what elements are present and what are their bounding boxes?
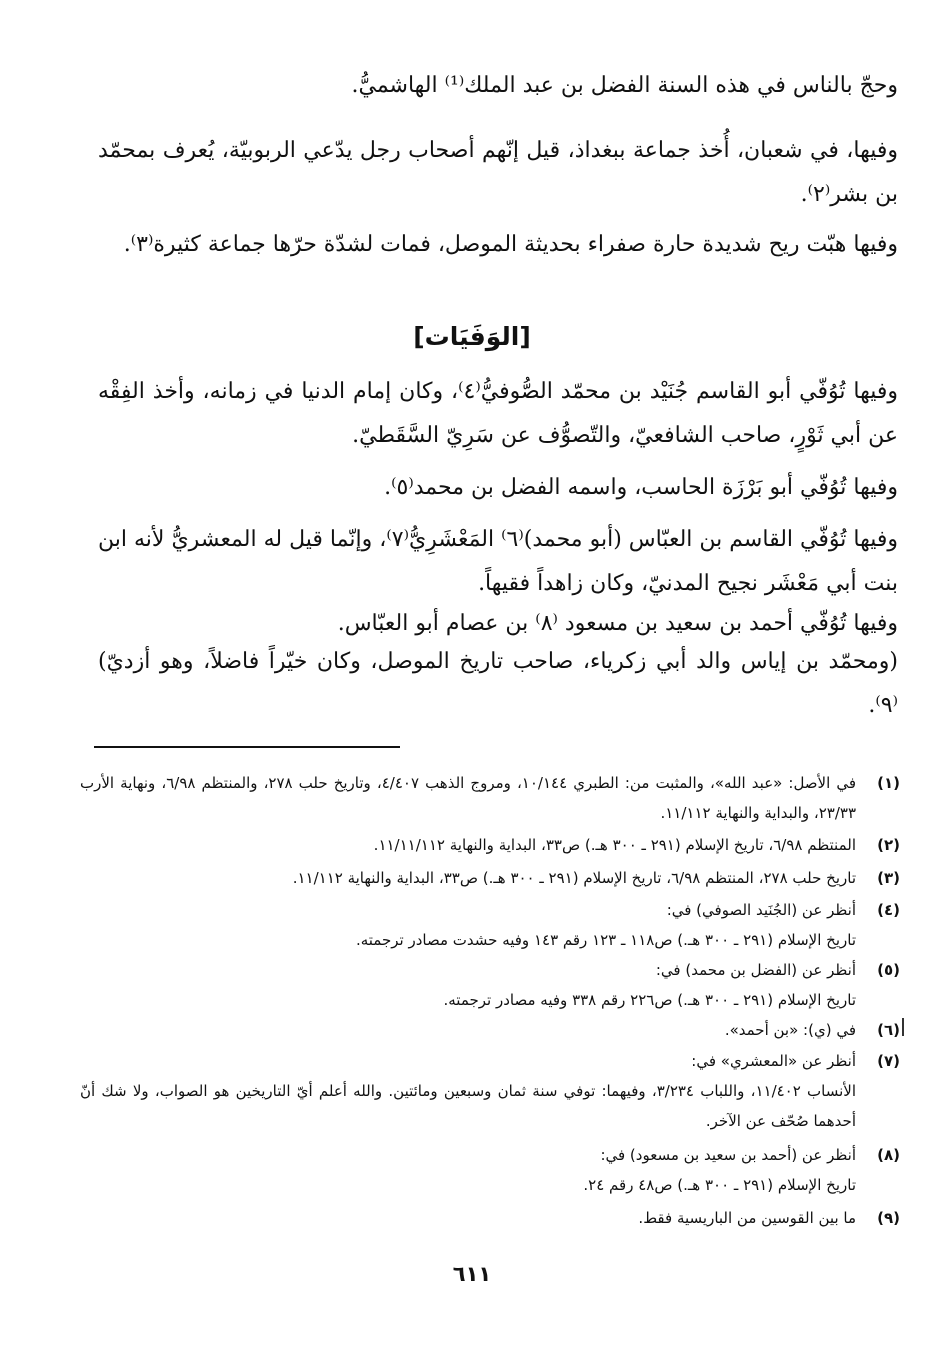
paragraph-junayd: وفيها تُوُفّي أبو القاسم جُنَيْد بن محمّد الصُّوفيُّ⁽٤⁾، وكان إمام الدنيا في زمانه، وأخذ الفِقْه عن أبي ثَوْرٍ، صاحب الشافعيّ، والتّصوُّف عن سَرِيّ السَّقَطيّ. [98,379,898,448]
paragraph-ahmad-ibn-said: وفيها تُوُفّي أحمد بن سعيد بن مسعود ⁽٨⁾ بن عصام أبو العبّاس. [337,611,898,636]
paragraph-hot-wind: وفيها هبّت ريح شديدة حارة صفراء بحديثة الموصل، فمات لشدّة حرّها جماعة كثيرة⁽٣⁾. [123,232,898,257]
footnote-source: تاريخ الإسلام (٢٩١ ـ ٣٠٠ هـ.) ص٤٨ رقم ٢٤. [583,1176,856,1194]
footnote-text: تاريخ حلب ٢٧٨، المنتظم ٦/٩٨، تاريخ الإسلام (٢٩١ ـ ٣٠٠ هـ.) ص٣٣، البداية والنهاية ١١/١١٢. [292,869,856,887]
footnote-number: (٦) [877,1021,900,1039]
footnote-divider [94,746,400,748]
footnote-source: الأنساب ١١/٤٠٢، واللباب ٣/٢٣٤، وفيهما: توفي سنة ثمان وسبعين ومائتين. والله أعلم أيّ التاريخين هو الصواب، ولا شك أنّ أحدهما صُحّف عن الآخر. [80,1082,856,1130]
footnote-text: أنظر عن (الفضل بن محمد) في: [655,961,856,979]
footnote-text: في (ي): «بن أحمد». [724,1021,856,1039]
footnote-source: تاريخ الإسلام (٢٩١ ـ ٣٠٠ هـ.) ص٢٢٦ رقم ٣٣٨ وفيه مصادر ترجمته. [443,991,856,1009]
footnote-text: أنظر عن (الجُنَيد الصوفي) في: [666,901,856,919]
paragraph-muhammad-ibn-iyas: (ومحمّد بن إياس والد أبي زكرياء، صاحب تاريخ الموصل، وكان خيّراً فاضلاً، وهو أزديّ) ⁽٩⁾. [98,649,898,718]
footnote-text: في الأصل: «عبد الله»، والمثبت من: الطبري ١٠/١٤٤، ومروج الذهب ٤/٤٠٧، وتاريخ حلب ٢٧٨، والمنتظم ٦/٩٨، ونهاية الأرب ٢٣/٣٣، والبداية والنهاية ١١/١١٢. [80,774,857,822]
paragraph-hajj: وحجّ بالناس في هذه السنة الفضل بن عبد الملك⁽¹⁾ الهاشميُّ. [351,73,898,98]
paragraph-qasim-mashari: وفيها تُوُفّي القاسم بن العبّاس (أبو محمد)⁽٦⁾ المَعْشَرِيُّ⁽٧⁾، وإنّما قيل له المعشريُّ لأنه ابن بنت أبي مَعْشَر نجيح المدنيّ، وكان زاهداً فقيهاً. [98,527,898,596]
footnote-number: (٨) [877,1146,900,1164]
footnote-number: (٥) [877,961,900,979]
footnote-2 [80,830,900,860]
footnote-3 [80,863,900,893]
footnote-text: أنظر عن «المعشري» في: [691,1052,856,1070]
margin-mark [902,1018,904,1036]
footnote-number: (٤) [877,901,900,919]
footnote-number: (٢) [877,836,900,854]
footnote-text: المنتظم ٦/٩٨، تاريخ الإسلام (٢٩١ ـ ٣٠٠ هـ.) ص٣٣، البداية والنهاية ١١/١١/١١٢. [373,836,856,854]
footnote-1 [80,768,900,828]
footnote-number: (٧) [877,1052,900,1070]
section-heading-deaths: [الوَفَيَات] [413,322,531,351]
footnote-8 [80,1140,900,1200]
paragraph-baghdad-arrest: وفيها، في شعبان، أُخذ جماعة ببغداذ، قيل إنّهم أصحاب رجل يدّعي الربوبيّة، يُعرف بمحمّد بن بشر⁽٢⁾. [98,138,898,207]
footnote-4 [80,895,900,955]
footnote-number: (١) [877,774,900,792]
footnote-9 [80,1203,900,1233]
footnote-text: ما بين القوسين من الباريسية فقط. [638,1209,856,1227]
footnote-number: (٣) [877,869,900,887]
footnote-source: تاريخ الإسلام (٢٩١ ـ ٣٠٠ هـ.) ص١١٨ ـ ١٢٣ رقم ١٤٣ وفيه حشدت مصادر ترجمته. [355,931,856,949]
footnote-number: (٩) [877,1209,900,1227]
footnote-7 [80,1046,900,1136]
footnote-text: أنظر عن (أحمد بن سعيد بن مسعود) في: [600,1146,856,1164]
page-number: ٦١١ [452,1262,492,1286]
footnote-5 [80,955,900,1015]
paragraph-abu-barza: وفيها تُوُفّي أبو بَرْزَة الحاسب، واسمه الفضل بن محمد⁽٥⁾. [384,475,898,500]
footnote-6 [80,1015,900,1045]
